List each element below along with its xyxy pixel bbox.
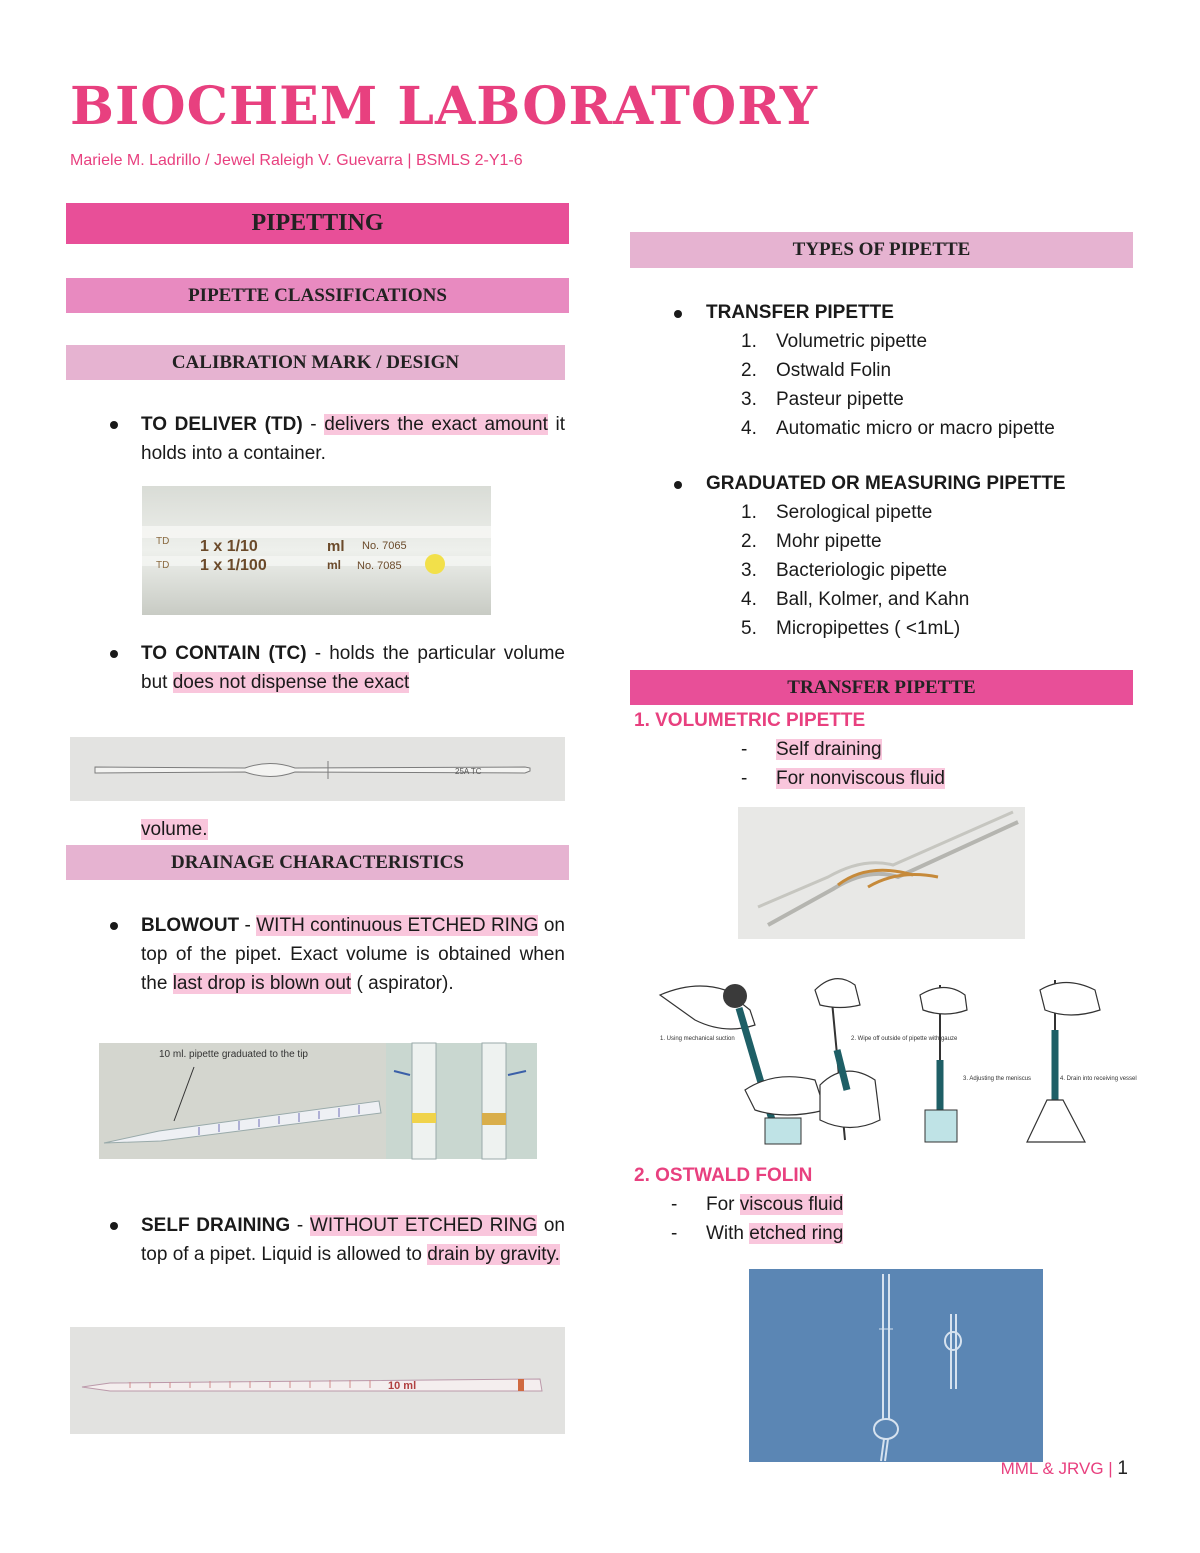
- volumetric-technique-diagram: [655, 970, 1137, 1146]
- td-description: [141, 410, 565, 468]
- transfer-pipette-list: [741, 327, 1121, 443]
- transfer-pipette-label: TRANSFER PIPETTE: [706, 302, 894, 323]
- list-item: 4. Ball, Kolmer, and Kahn: [741, 589, 970, 610]
- list-item-pre: With: [706, 1223, 750, 1244]
- blowout-mid: on top of the pipet. Exact volume is obtained when the: [141, 915, 565, 994]
- selfdrain-photo-label: 10 ml: [388, 1380, 417, 1392]
- list-item-pre: For: [706, 1194, 740, 1215]
- blowout-rest: ( aspirator).: [351, 973, 454, 994]
- td-scale-2: 1 x 1/100: [200, 557, 267, 574]
- diagram-step-2: 2. Wipe off outside of pipette with gauze: [851, 1036, 958, 1042]
- list-item: 2. Ostwald Folin: [741, 360, 892, 381]
- selfdrain-pipette-photo: [70, 1327, 565, 1434]
- tc-highlight: does not dispense the exact: [172, 672, 410, 693]
- list-item: - For nonviscous fluid: [741, 768, 945, 789]
- blowout-term: BLOWOUT: [141, 915, 240, 936]
- list-item-text: Ostwald Folin: [776, 360, 892, 381]
- diagram-step-3: 3. Adjusting the meniscus: [963, 1076, 1032, 1082]
- list-item-text: Bacteriologic pipette: [776, 560, 948, 581]
- bullet-icon: [110, 922, 118, 930]
- page-footer: [1001, 1458, 1128, 1480]
- selfdrain-highlight-2: drain by gravity.: [427, 1244, 560, 1265]
- blowout-highlight-1: WITH continuous ETCHED RING: [256, 915, 539, 936]
- td-scale-1: 1 x 1/10: [200, 538, 258, 555]
- ostwald-heading: 2. OSTWALD FOLIN: [634, 1165, 813, 1186]
- td-mark-1: TD: [156, 536, 170, 547]
- td-dash: -: [302, 414, 325, 435]
- section-title-drainage: DRAINAGE CHARACTERISTICS: [66, 845, 569, 880]
- list-item: 3. Pasteur pipette: [741, 389, 904, 410]
- list-item-text: Micropipettes ( <1mL): [776, 618, 961, 639]
- graduated-pipette-list: [741, 498, 1121, 643]
- ostwald-pipette-drawing: [749, 1269, 1043, 1462]
- blowout-dash: -: [239, 915, 257, 936]
- diagram-step-1: 1. Using mechanical suction: [660, 1036, 735, 1042]
- list-item: - Self draining: [741, 739, 882, 760]
- td-no-1: No. 7065: [362, 540, 407, 552]
- bullet-icon: [674, 481, 682, 489]
- list-item-text: Serological pipette: [776, 502, 933, 523]
- list-item: 5. Micropipettes ( <1mL): [741, 618, 961, 639]
- list-item-text: Volumetric pipette: [776, 331, 928, 352]
- list-item-text: For nonviscous fluid: [776, 768, 945, 789]
- section-title-classifications: PIPETTE CLASSIFICATIONS: [66, 278, 569, 313]
- selfdrain-highlight-1: WITHOUT ETCHED RING: [309, 1215, 538, 1236]
- list-item-text: Pasteur pipette: [776, 389, 904, 410]
- section-title-transfer: TRANSFER PIPETTE: [630, 670, 1133, 705]
- td-term: TO DELIVER (TD): [141, 414, 303, 435]
- selfdrain-mid: on top of a pipet. Liquid is allowed to: [141, 1215, 566, 1265]
- section-title-calibration: CALIBRATION MARK / DESIGN: [66, 345, 565, 380]
- page-number: 1: [1117, 1458, 1128, 1479]
- tc-description: [141, 639, 565, 697]
- list-item: 4. Automatic micro or macro pipette: [741, 418, 1055, 439]
- selfdrain-dash: -: [290, 1215, 310, 1236]
- blowout-photo-caption: 10 ml. pipette graduated to the tip: [159, 1049, 308, 1060]
- section-title-types: TYPES OF PIPETTE: [630, 232, 1133, 268]
- selfdrain-description: [141, 1211, 565, 1269]
- volumetric-heading: 1. VOLUMETRIC PIPETTE: [634, 710, 866, 731]
- bullet-icon: [110, 1222, 118, 1230]
- diagram-step-4: 4. Drain into receiving vessel: [1060, 1076, 1137, 1082]
- selfdrain-term: SELF DRAINING: [141, 1215, 291, 1236]
- authors-line: Mariele M. Ladrillo / Jewel Raleigh V. Guevarra | BSMLS 2-Y1-6: [70, 152, 523, 169]
- document-title: BIOCHEM LABORATORY: [70, 76, 818, 137]
- bullet-icon: [110, 650, 118, 658]
- list-item: 2. Mohr pipette: [741, 531, 882, 552]
- td-no-2: No. 7085: [357, 560, 402, 572]
- list-item: 3. Bacteriologic pipette: [741, 560, 948, 581]
- tc-mark-label: 25A TC: [455, 767, 482, 776]
- blowout-description: [141, 911, 565, 998]
- list-item-highlight: viscous fluid: [739, 1194, 844, 1215]
- list-item: 1. Volumetric pipette: [741, 331, 928, 352]
- list-item: - For viscous fluid: [671, 1194, 844, 1215]
- td-pipette-photo: [142, 486, 491, 615]
- tc-term: TO CONTAIN (TC): [141, 643, 307, 664]
- td-mark-2: TD: [156, 560, 170, 571]
- volumetric-points: [741, 735, 945, 793]
- blowout-graduated-photo: [99, 1043, 386, 1159]
- list-item-text: Automatic micro or macro pipette: [776, 418, 1055, 439]
- tc-dash: -: [306, 643, 330, 664]
- tc-highlight-end: volume.: [141, 819, 208, 840]
- graduated-pipette-label: GRADUATED OR MEASURING PIPETTE: [706, 473, 1066, 494]
- list-item-text: Ball, Kolmer, and Kahn: [776, 589, 970, 610]
- volumetric-pipette-photo: [738, 807, 1025, 939]
- list-item: 1. Serological pipette: [741, 502, 933, 523]
- td-highlight: delivers the exact amount: [324, 414, 548, 435]
- list-item-text: Self draining: [776, 739, 882, 760]
- blowout-highlight-2: last drop is blown out: [172, 973, 352, 994]
- bullet-icon: [674, 310, 682, 318]
- section-title-pipetting: PIPETTING: [66, 203, 569, 244]
- tc-pipette-drawing: [70, 737, 565, 801]
- td-rest: it holds into a container.: [141, 414, 565, 464]
- tc-continuation: [141, 815, 208, 844]
- list-item-text: Mohr pipette: [776, 531, 882, 552]
- list-item-highlight: etched ring: [749, 1223, 844, 1244]
- tc-pre: holds the particular volume but: [141, 643, 566, 693]
- ostwald-points: [671, 1190, 843, 1248]
- td-unit-2: ml: [327, 558, 342, 572]
- footer-initials: MML & JRVG |: [1000, 1459, 1113, 1478]
- bullet-icon: [110, 421, 118, 429]
- etched-ring-photo: [386, 1043, 537, 1159]
- list-item: - With etched ring: [671, 1223, 844, 1244]
- td-unit-1: ml: [327, 538, 345, 555]
